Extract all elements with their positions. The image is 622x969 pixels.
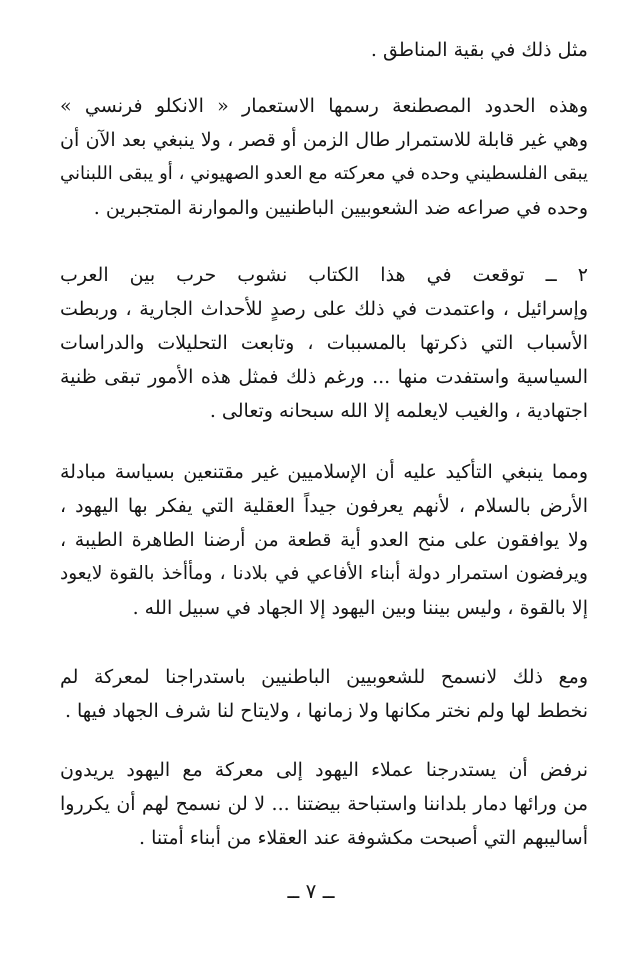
text-line: الأرض بالسلام ، لأنهم يعرفون جيداً العقلية التي يفكر بها اليهود ، [60,495,588,517]
text-line: اجتهادية ، والغيب لايعلمه إلا الله سبحانه وتعالى . [209,400,588,422]
text-line: ومع ذلك لانسمح للشعوبيين الباطنيين باستدراجنا لمعركة لم [60,666,588,688]
text-line: من ورائها دمار بلداننا واستباحة بيضتنا ... لا لن نسمح لهم أن يكرروا [60,793,588,815]
text-line: ولا يوافقون على منح العدو أية قطعة من أرضنا الطاهرة الطيبة ، [60,529,588,551]
paragraph-5 [60,660,588,728]
text-line: نخطط لها ولم نختر مكانها ولا زمانها ، ولايتاح لنا شرف الجهاد فيها . [64,700,588,722]
text-line: نرفض أن يستدرجنا عملاء اليهود إلى معركة مع اليهود يريدون [60,759,588,781]
paragraph-3 [60,258,588,428]
text-line: وحده في صراعه ضد الشعوبيين الباطنيين والموارنة المتجبرين . [93,197,588,219]
text-line: يبقى الفلسطيني وحده في معركته مع العدو الصهيوني ، أو يبقى اللبناني [60,163,588,184]
text-line: وإسرائيل ، واعتمدت في ذلك على رصدٍ للأحداث الجارية ، وربطت [60,298,588,320]
paragraph-2 [60,89,588,225]
text-line: ويرفضون استمرار دولة أبناء الأفاعي في بلادنا ، ومأأخذ بالقوة لايعود [60,563,588,584]
text-line: مثل ذلك في بقية المناطق . [370,39,588,61]
text-line: إلا بالقوة ، وليس بيننا وبين اليهود إلا الجهاد في سبيل الله . [132,597,588,619]
text-line: ٢ ــ توقعت في هذا الكتاب نشوب حرب بين العرب [60,264,588,286]
text-line: وهي غير قابلة للاستمرار طال الزمن أو قصر ، ولا ينبغي بعد الآن أن [60,129,588,151]
text-line: ومما ينبغي التأكيد عليه أن الإسلاميين غير مقتنعين بسياسة مبادلة [60,461,588,483]
text-line: أساليبهم التي أصبحت مكشوفة عند العقلاء من أبناء أمتنا . [139,827,588,849]
text-line: وهذه الحدود المصطنعة رسمها الاستعمار « الانكلو فرنسي » [60,95,588,117]
page-number: ــ ٧ ــ [287,879,335,903]
text-line: السياسية واستفدت منها ... ورغم ذلك فمثل هذه الأمور تبقى ظنية [60,366,588,388]
paragraph-1 [60,33,588,67]
text-line: الأسباب التي ذكرتها بالمسببات ، وتابعت التحليلات والدراسات [60,332,588,354]
paragraph-4 [60,455,588,625]
paragraph-6 [60,753,588,855]
